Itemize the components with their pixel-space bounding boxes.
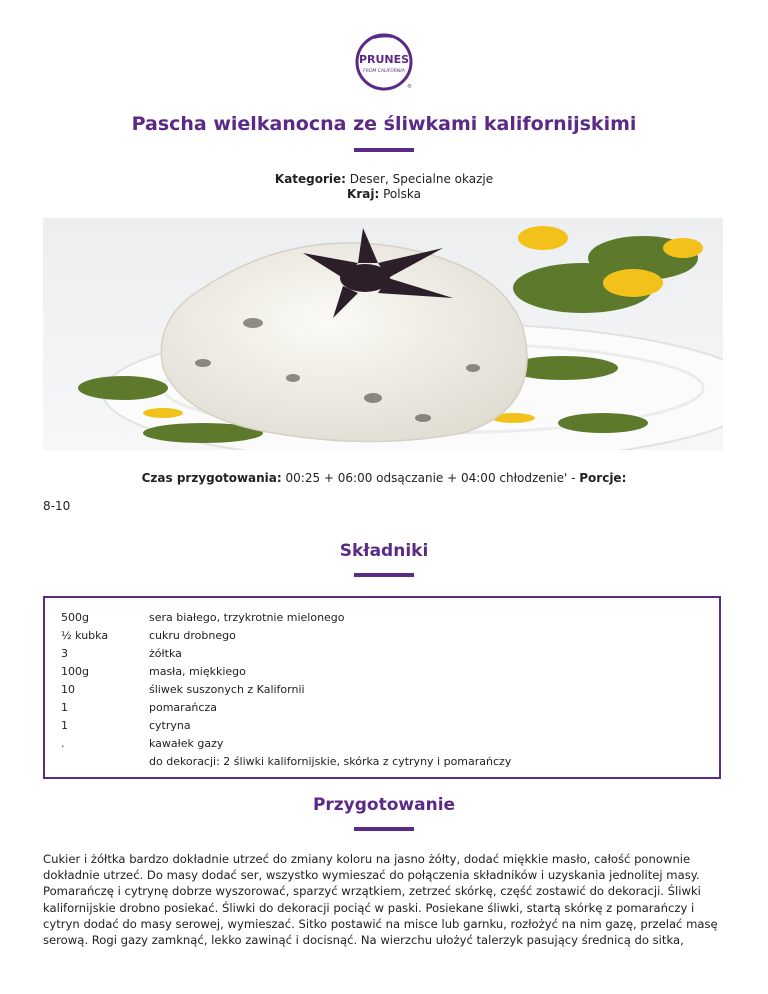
country-label: Kraj: bbox=[347, 187, 380, 201]
title-divider bbox=[354, 148, 414, 152]
ingredient-qty: 100g bbox=[61, 665, 89, 678]
ingredient-name: cukru drobnego bbox=[149, 629, 236, 642]
ingredient-name: śliwek suszonych z Kalifornii bbox=[149, 683, 305, 696]
preparation-divider bbox=[354, 827, 414, 831]
ingredient-name: kawałek gazy bbox=[149, 737, 224, 750]
recipe-title: Pascha wielkanocna ze śliwkami kalifornijskimi bbox=[131, 113, 637, 135]
prunes-logo bbox=[344, 30, 424, 94]
preparation-heading: Przygotowanie bbox=[312, 795, 456, 815]
ingredient-name: masła, miękkiego bbox=[149, 665, 246, 678]
ingredient-name: sera białego, trzykrotnie mielonego bbox=[149, 611, 345, 624]
prep-time-line bbox=[0, 471, 768, 485]
ingredient-qty: ½ kubka bbox=[61, 629, 109, 642]
prep-value: 00:25 + 06:00 odsączanie + 04:00 chłodzenie' - bbox=[285, 471, 576, 485]
country-line bbox=[0, 186, 768, 202]
ingredient-name: żółtka bbox=[149, 647, 182, 660]
category-label: Kategorie: bbox=[274, 172, 346, 186]
ingredient-qty: 3 bbox=[61, 647, 68, 660]
ingredient-qty: 10 bbox=[61, 683, 75, 696]
servings-value: 8-10 bbox=[43, 499, 71, 513]
ingredients-heading: Składniki bbox=[339, 541, 429, 561]
ingredient-qty: 500g bbox=[61, 611, 89, 624]
category-line bbox=[0, 171, 768, 187]
ingredient-name: cytryna bbox=[149, 719, 191, 732]
ingredient-name: pomarańcza bbox=[149, 701, 217, 714]
ingredient-qty: 1 bbox=[61, 719, 68, 732]
ingredient-qty: 1 bbox=[61, 701, 68, 714]
prep-label: Czas przygotowania: bbox=[141, 471, 282, 485]
country-value: Polska bbox=[383, 187, 421, 201]
preparation-text: Cukier i żółtka bardzo dokładnie utrzeć do zmiany koloru na jasno żółty, dodać miękkie masło, całość ponownie dokładnie utrzeć. Do masy dodać ser, wszystko wymieszać do połączenia składników i uzyskania jednolitej masy. Pomarańczę i cytrynę dobrze wyszorować, sparzyć wrzątkiem, zetrzeć skórkę, część zostawić do dekoracji. Śliwki kalifornijskie drobno posiekać. Śliwki do dekoracji pociąć w paski. Posiekane śliwki, startą skórkę z pomarańczy i cytryn dodać do masy serowej, wymieszać. Sitko postawić na misce lub garnku, rozłożyć na nim gazę, przelać masę serową. Rogi gazy zamknąć, lekko zawinąć i docisnąć. Na wierzchu ułożyć talerzyk pasujący średnicą do sitka, bbox=[43, 852, 718, 948]
ingredient-name: do dekoracji: 2 śliwki kalifornijskie, skórka z cytryny i pomarańczy bbox=[149, 755, 512, 768]
logo-subtext: FROM CALIFORNIA bbox=[363, 69, 405, 74]
ingredients-divider bbox=[354, 573, 414, 577]
recipe-photo bbox=[43, 218, 723, 450]
svg-text:®: ® bbox=[407, 84, 412, 90]
ingredient-qty: . bbox=[61, 737, 65, 750]
ingredients-box bbox=[43, 596, 721, 779]
servings-label: Porcje: bbox=[579, 471, 627, 485]
category-value: Deser, Specialne okazje bbox=[349, 172, 494, 186]
logo-text: PRUNES bbox=[358, 53, 410, 66]
